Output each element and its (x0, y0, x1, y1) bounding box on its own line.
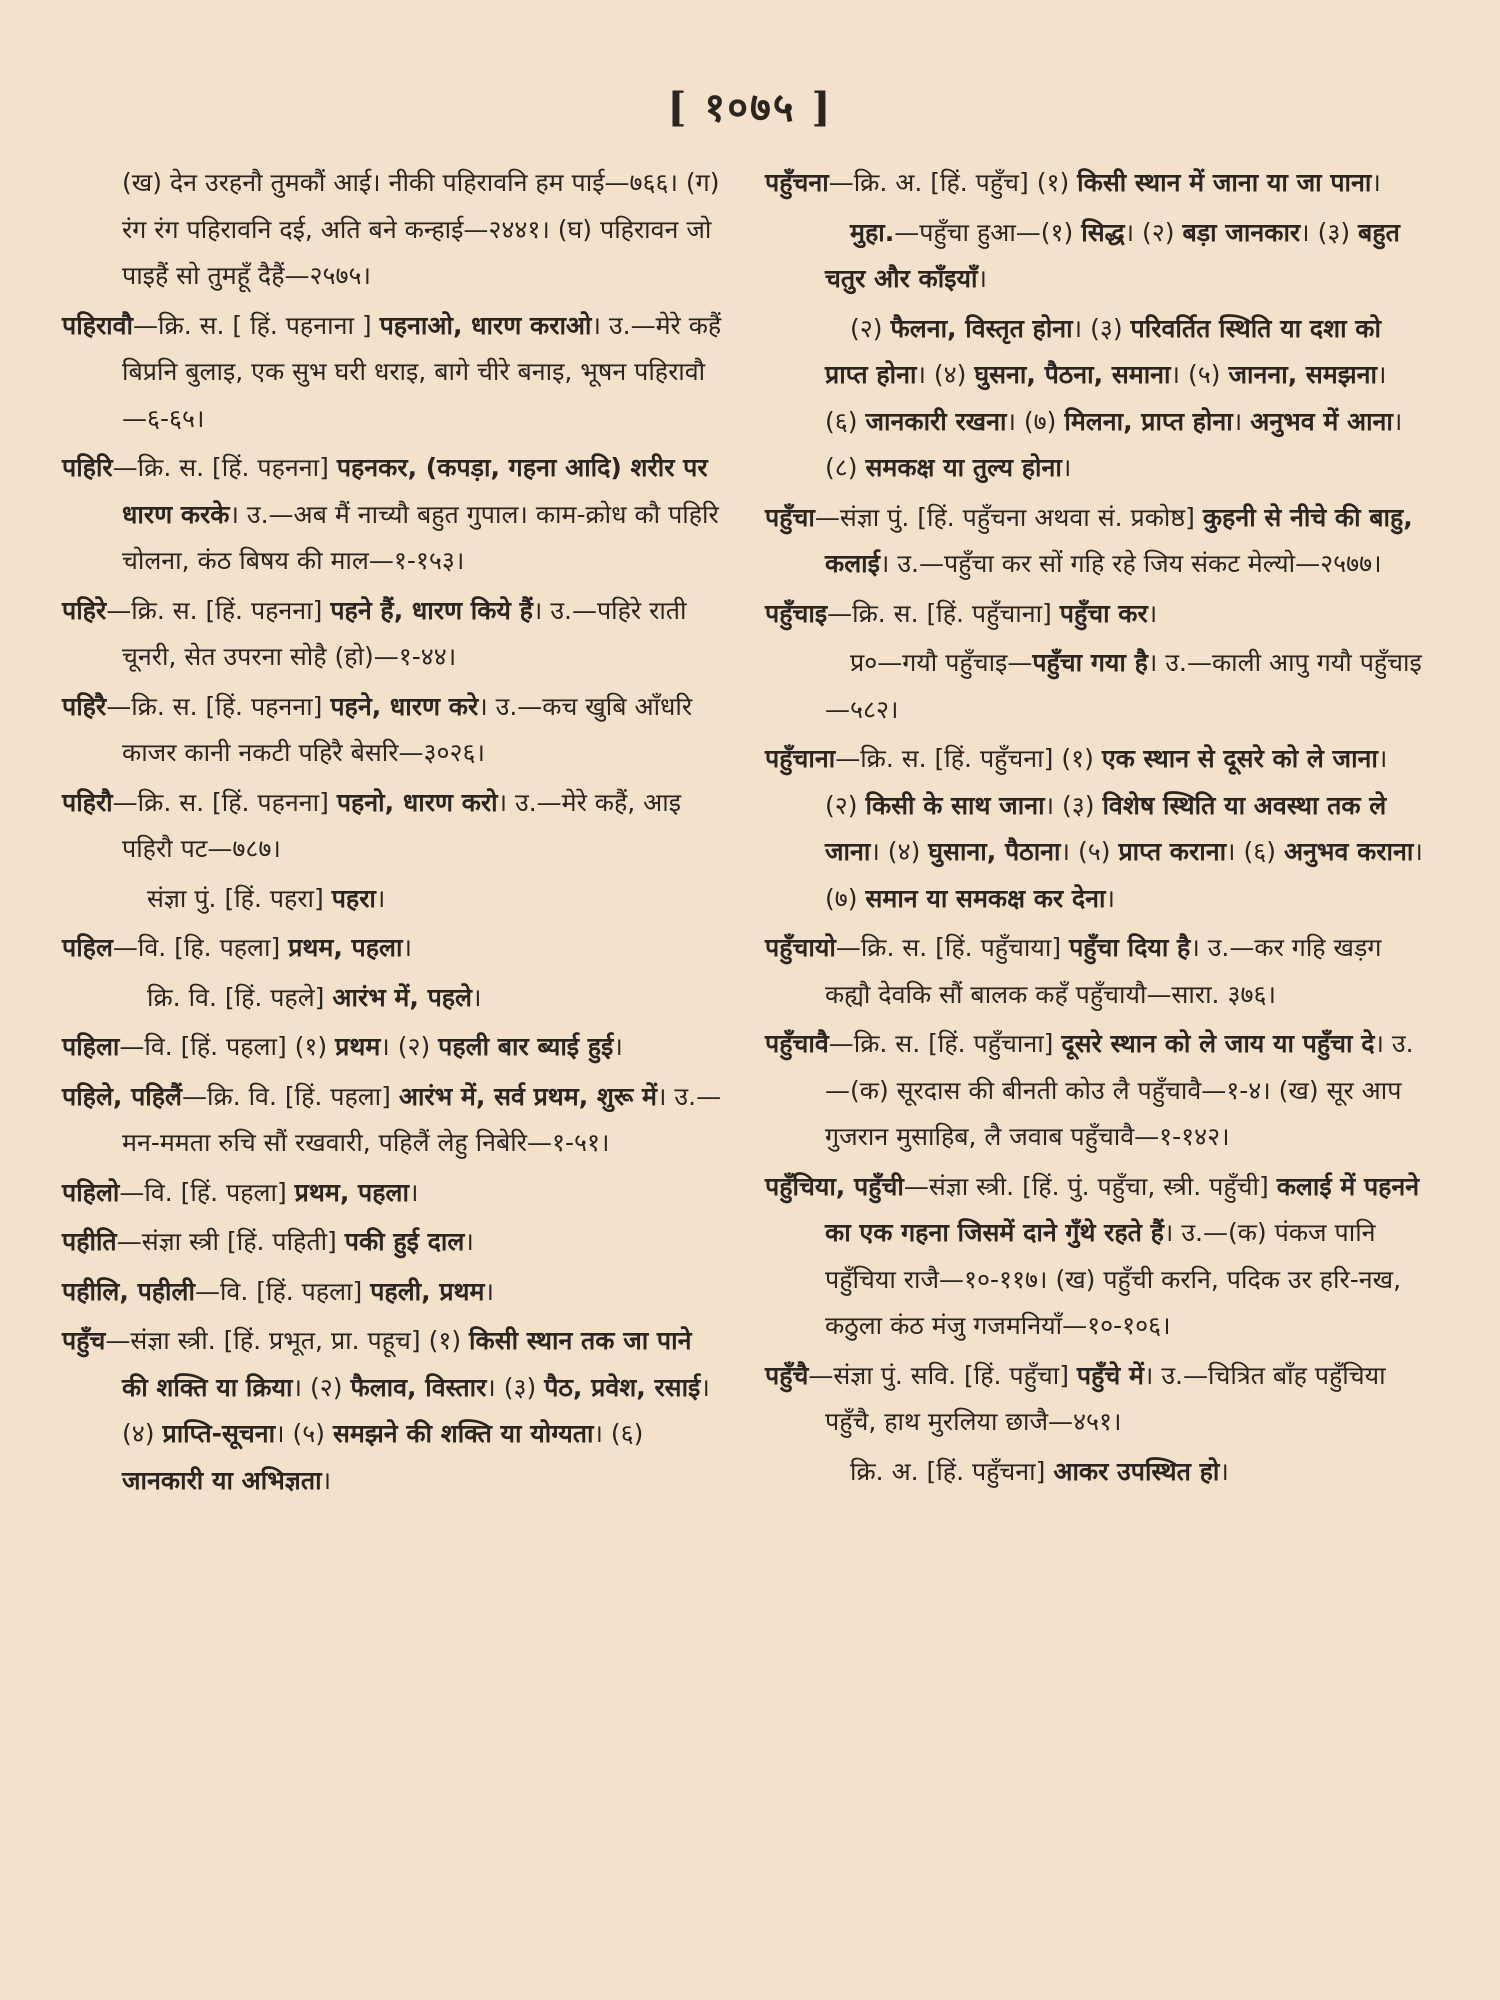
headword: पहिरे (62, 595, 107, 625)
idiom-label: मुहा. (850, 217, 895, 247)
entry-pahunchai-noun: पहुँचै—संज्ञा पुं. सवि. [हिं. पहुँचा] पहुँचे में। उ.—चित्रित बाँह पहुँचिया पहुँचै, हाथ मुरलिया छाजै—४५१। (765, 1360, 1386, 1436)
headword: पहीति (62, 1227, 117, 1256)
definition: आकर उपस्थित हो (1053, 1456, 1220, 1486)
entry-pahiti: पहीति—संज्ञा स्त्री [हिं. पहिती] पकी हुई दाल। (62, 1227, 474, 1256)
headword: पहिरि (62, 453, 113, 482)
definition: कलाई में पहनने का एक गहना जिसमें दाने गुँथे रहते हैं (825, 1171, 1420, 1247)
definition: आरंभ में, पहले (332, 982, 473, 1012)
headword: पहिलो (62, 1177, 120, 1207)
definition: पहली, प्रथम (370, 1276, 485, 1306)
definition: पहुँचा दिया है (1069, 933, 1191, 962)
headword: पहिरावौ (62, 310, 134, 340)
entry-pahirai: पहिरै—क्रि. स. [हिं. पहनना] पहने, धारण करे। उ.—कच खुबि आँधरि काजर कानी नकटी पहिरै बेसरि—३०२६। (62, 691, 693, 767)
entry-pahunchana: पहुँचाना—क्रि. स. [हिं. पहुँचना] (१) एक स्थान से दूसरे को ले जाना। (२) किसी के साथ जाना। (३) विशेष स्थिति या अवस्था तक ले जाना। (४) घुसाना, पैठाना। (५) प्राप्त कराना। (६) अनुभव कराना। (७) समान या समकक्ष कर देना। (765, 744, 1423, 913)
entry-pahil: पहिल—वि. [हि. पहला] प्रथम, पहला। (62, 933, 412, 962)
definition: पहने, धारण करे (330, 691, 479, 721)
entry-pahunchna-idiom: मुहा.—पहुँचा हुआ—(१) सिद्ध। (२) बड़ा जानकार। (३) बहुत चतुर और काँइयाँ। (825, 217, 1400, 293)
headword: पहुँचायो (765, 933, 836, 962)
entry-pahunchai-verb: क्रि. अ. [हिं. पहुँचना] आकर उपस्थित हो। (850, 1456, 1229, 1486)
entry-pahila: पहिला—वि. [हिं. पहला] (१) प्रथम। (२) पहली बार ब्याई हुई। (62, 1032, 623, 1061)
entry-pahiravau: पहिरावौ—क्रि. स. [ हिं. पहनाना ] पहनाओ, धारण कराओ। उ.—मेरे कहैं बिप्रनि बुलाइ, एक सुभ घरी धराइ, बागे चीरे बनाइ, भूषन पहिरावौ—६-६५। (62, 310, 722, 433)
headword: पहिरै (62, 691, 107, 721)
headword: पहुँचिया, पहुँची (765, 1171, 904, 1201)
definition: कुहनी से नीचे की बाहु, कलाई (825, 502, 1413, 578)
entry-pahile: पहिले, पहिलैं—क्रि. वि. [हिं. पहला] आरंभ में, सर्व प्रथम, शुरू में। उ.—मन-ममता रुचि सौं रखवारी, पहिलैं लेहु निबेरि—१-५१। (62, 1081, 722, 1157)
entry-pahunchiya: पहुँचिया, पहुँची—संज्ञा स्त्री. [हिं. पुं. पहुँचा, स्त्री. पहुँची] कलाई में पहनने का एक गहना जिसमें दाने गुँथे रहते हैं। उ.—(क) पंकज पानि पहुँचिया राजै—१०-११७। (ख) पहुँची करनि, पदिक उर हरि-नख, कठुला कंठ मंजु गजमनियाँ—१०-१०६। (765, 1171, 1420, 1340)
headword: पहिला (62, 1032, 120, 1061)
definition: पहुँचा गया है (1032, 648, 1148, 677)
entry-pahil-sense: क्रि. वि. [हिं. पहले] आरंभ में, पहले। (147, 982, 482, 1012)
entry-pahunchai: पहुँचाइ—क्रि. स. [हिं. पहुँचाना] पहुँचा कर। (765, 598, 1158, 628)
entry-pahire: पहिरे—क्रि. स. [हिं. पहनना] पहने हैं, धारण किये हैं। उ.—पहिरे राती चूनरी, सेत उपरना सोहै (हो)—१-४४। (62, 595, 687, 671)
right-column (765, 160, 1423, 1498)
definition: पहुँचे में (1076, 1360, 1144, 1390)
definition: पहनाओ, धारण कराओ (379, 310, 592, 340)
headword: पहिले, पहिलैं (62, 1081, 183, 1111)
left-column (62, 160, 722, 1507)
definition: पहने हैं, धारण किये हैं (330, 595, 533, 625)
entry-pahunch: पहुँच—संज्ञा स्त्री. [हिं. प्रभूत, प्रा. पहूच] (१) किसी स्थान तक जा पाने की शक्ति या क्रिया। (२) फैलाव, विस्तार। (३) पैठ, प्रवेश, रसाई। (४) प्राप्ति-सूचना। (५) समझने की शक्ति या योग्यता। (६) जानकारी या अभिज्ञता। (62, 1326, 710, 1495)
entry-pahiri: पहिरि—क्रि. स. [हिं. पहनना] पहनकर, (कपड़ा, गहना आदि) शरीर पर धारण करके। उ.—अब मैं नाच्यौ बहुत गुपाल। काम-क्रोध कौ पहिरि चोलना, कंठ बिषय की माल—१-१५३। (62, 453, 719, 575)
entry-pahunchna: पहुँचना—क्रि. अ. [हिं. पहुँच] (१) किसी स्थान में जाना या जा पाना। (765, 168, 1381, 197)
entry-pahunchai-usage: प्र०—गयौ पहुँचाइ—पहुँचा गया है। उ.—काली आपु गयौ पहुँचाइ—५८२। (825, 648, 1422, 724)
definition: पहनकर, (कपड़ा, गहना आदि) शरीर पर धारण करके (122, 453, 708, 529)
definition: पहरा (331, 883, 376, 913)
entry-pahirau-sense: संज्ञा पुं. [हिं. पहरा] पहरा। (147, 883, 386, 913)
entry-pahunchayo: पहुँचायो—क्रि. स. [हिं. पहुँचाया] पहुँचा दिया है। उ.—कर गहि खड़ग कह्यौ देवकि सौं बालक कहँ पहुँचायौ—सारा. ३७६। (765, 933, 1382, 1009)
definition: पकी हुई दाल (344, 1227, 465, 1256)
entry-pahilo: पहिलो—वि. [हिं. पहला] प्रथम, पहला। (62, 1177, 419, 1207)
definition: प्रथम, पहला (288, 933, 403, 962)
headword: पहुँचा (765, 502, 815, 532)
definition: पहनो, धारण करो (336, 787, 498, 817)
definition: प्रथम, पहला (294, 1177, 409, 1207)
headword: पहिल (62, 933, 113, 962)
entry-continuation: (ख) देन उरहनौ तुमकौं आई। नीकी पहिरावनि हम पाई—७६६। (ग) रंग रंग पहिरावनि दई, अति बने कन्हाई—२४४१। (घ) पहिरावन जो पाइहैं सो तुमहूँ दैहैं—२५७५। (122, 168, 720, 290)
definition: किसी स्थान में जाना या जा पाना (1077, 168, 1372, 197)
headword: पहिरौ (62, 787, 113, 817)
definition: पहुँचा कर (1059, 598, 1148, 628)
headword: पहीलि, पहीली (62, 1276, 195, 1306)
entry-pahirau: पहिरौ—क्रि. स. [हिं. पहनना] पहनो, धारण करो। उ.—मेरे कहैं, आइ पहिरौ पट—७८७। (62, 787, 681, 863)
entry-pahuncha: पहुँचा—संज्ञा पुं. [हिं. पहुँचना अथवा सं. प्रकोष्ठ] कुहनी से नीचे की बाहु, कलाई। उ.—पहुँचा कर सों गहि रहे जिय संकट मेल्यो—२५७७। (765, 502, 1413, 578)
definition: दूसरे स्थान को ले जाय या पहुँचा दे (1061, 1029, 1375, 1058)
headword: पहुँचाना (765, 744, 836, 773)
entry-pahunchna-senses: (२) फैलना, विस्तृत होना। (३) परिवर्तित स्थिति या दशा को प्राप्त होना। (४) घुसना, पैठना, समाना। (५) जानना, समझना। (६) जानकारी रखना। (७) मिलना, प्राप्त होना। अनुभव में आना। (८) समकक्ष या तुल्य होना। (825, 313, 1403, 482)
headword: पहुँचाइ (765, 598, 828, 628)
headword: पहुँचै (765, 1360, 809, 1390)
headword: पहुँच (62, 1326, 106, 1355)
entry-pahili: पहीलि, पहीली—वि. [हिं. पहला] पहली, प्रथम। (62, 1276, 494, 1306)
headword: पहुँचावै (765, 1029, 829, 1058)
headword: पहुँचना (765, 168, 829, 197)
page-number: [ १०७५ ] (667, 84, 833, 131)
entry-pahunchavai: पहुँचावै—क्रि. स. [हिं. पहुँचाना] दूसरे स्थान को ले जाय या पहुँचा दे। उ.—(क) सूरदास की बीनती कोउ लै पहुँचावै—१-४। (ख) सूर आप गुजरान मुसाहिब, लै जवाब पहुँचावै—१-१४२। (765, 1029, 1414, 1151)
definition: आरंभ में, सर्व प्रथम, शुरू में (398, 1081, 657, 1111)
